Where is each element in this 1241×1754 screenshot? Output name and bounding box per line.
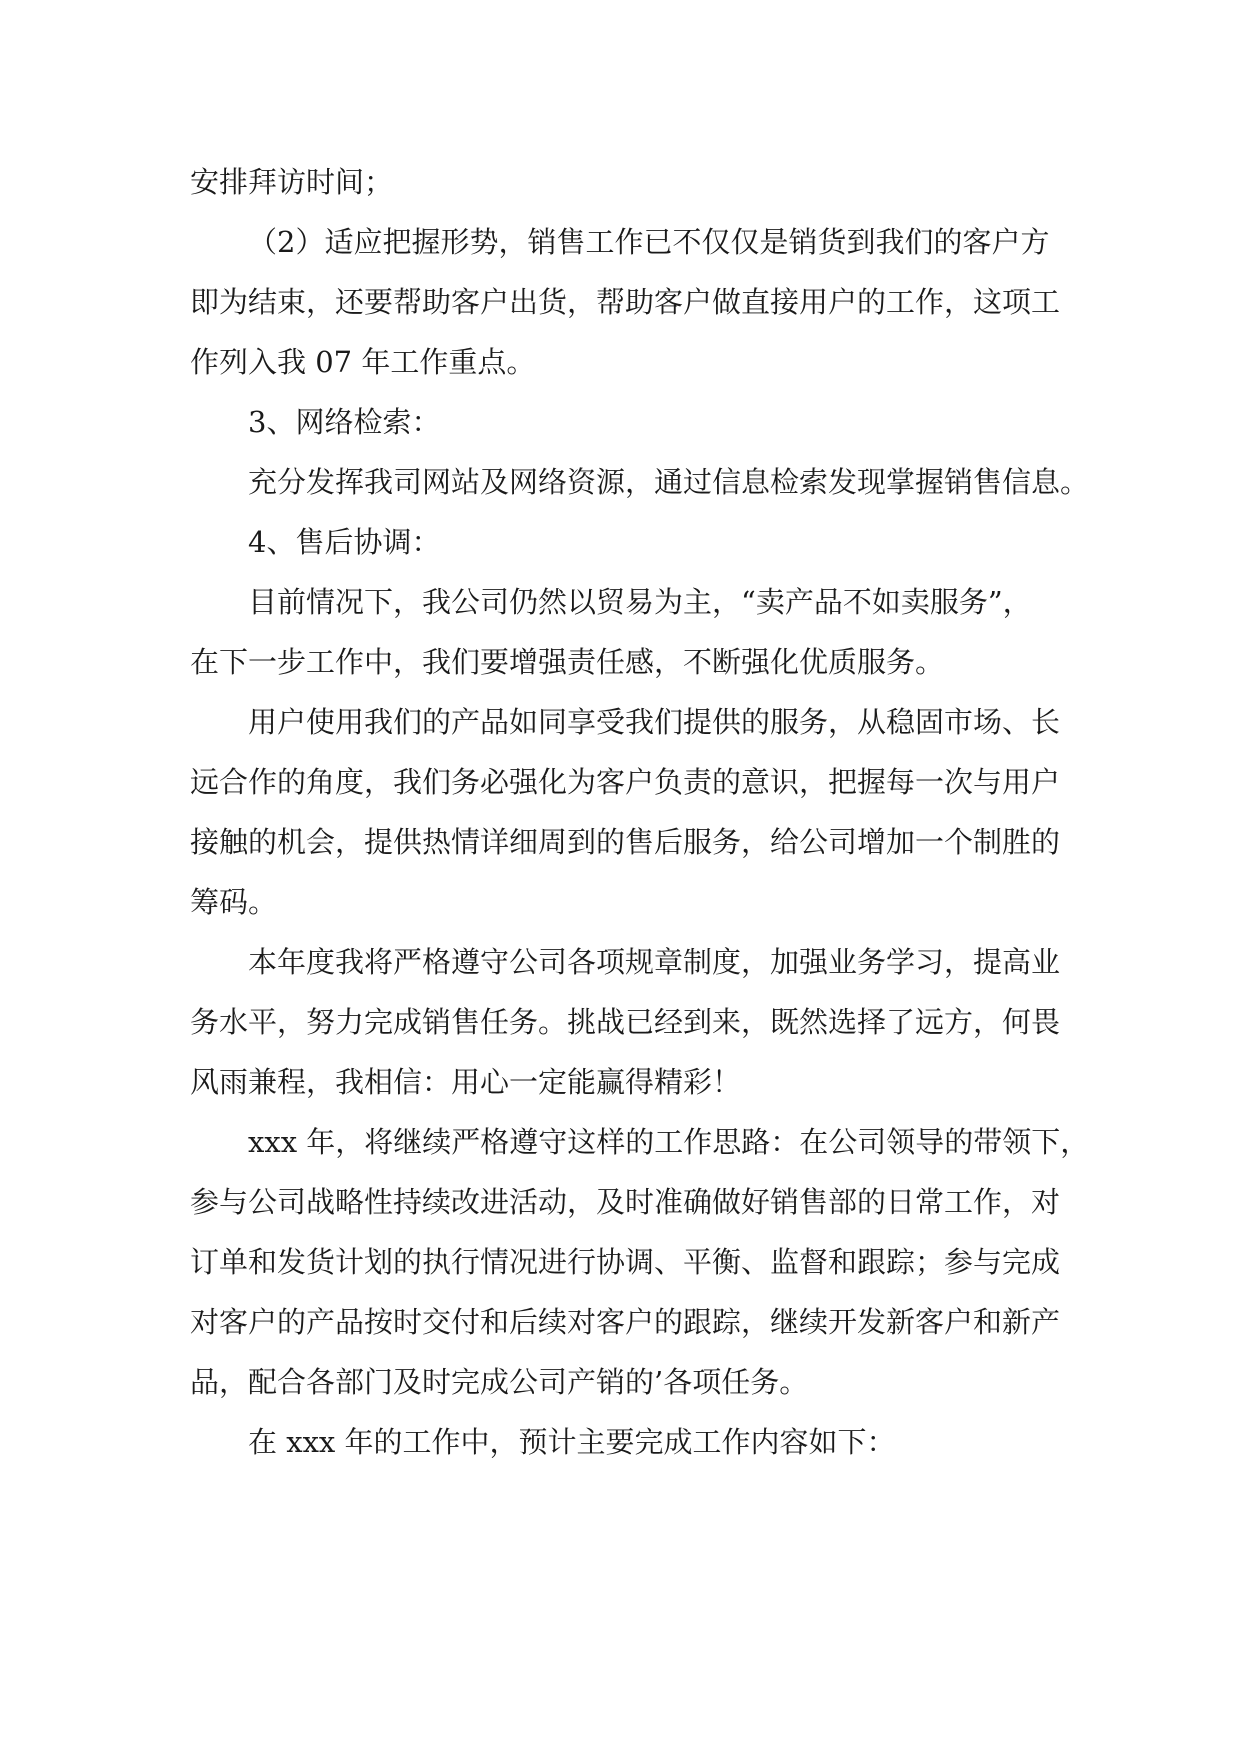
- text-line: xxx 年，将继续严格遵守这样的工作思路：在公司领导的带领下，: [248, 1125, 1090, 1159]
- text-line: 接触的机会，提供热情详细周到的售后服务，给公司增加一个制胜的: [190, 825, 1061, 859]
- paragraph: [190, 392, 1070, 452]
- paragraph: [190, 692, 1070, 932]
- text-line: 在下一步工作中，我们要增强责任感，不断强化优质服务。: [190, 645, 945, 679]
- paragraph: [190, 1112, 1090, 1412]
- text-line: 务水平，努力完成销售任务。挑战已经到来，既然选择了远方，何畏: [190, 1005, 1061, 1039]
- text-line: 用户使用我们的产品如同享受我们提供的服务，从稳固市场、长: [248, 705, 1061, 739]
- paragraph: [190, 1412, 1070, 1472]
- text-line: 作列入我 07 年工作重点。: [190, 345, 536, 379]
- text-line: 目前情况下，我公司仍然以贸易为主，“卖产品不如卖服务”，: [248, 585, 1032, 619]
- text-line: （2）适应把握形势，销售工作已不仅仅是销货到我们的客户方: [248, 225, 1050, 259]
- text-line: 订单和发货计划的执行情况进行协调、平衡、监督和跟踪；参与完成: [190, 1245, 1061, 1279]
- text-line: 风雨兼程，我相信：用心一定能赢得精彩！: [190, 1065, 742, 1099]
- text-line: 本年度我将严格遵守公司各项规章制度，加强业务学习，提高业: [248, 945, 1061, 979]
- text-line: 在 xxx 年的工作中，预计主要完成工作内容如下：: [248, 1425, 896, 1459]
- text-line: 远合作的角度，我们务必强化为客户负责的意识，把握每一次与用户: [190, 765, 1061, 799]
- text-line: 品，配合各部门及时完成公司产销的’各项任务。: [190, 1365, 809, 1399]
- text-line: 充分发挥我司网站及网络资源，通过信息检索发现掌握销售信息。: [248, 465, 1090, 499]
- paragraph: [190, 452, 1090, 512]
- paragraph: [190, 512, 1070, 572]
- text-line: 安排拜访时间；: [190, 165, 394, 199]
- text-line: 即为结束，还要帮助客户出货，帮助客户做直接用户的工作，这项工: [190, 285, 1061, 319]
- text-line: 参与公司战略性持续改进活动，及时准确做好销售部的日常工作，对: [190, 1185, 1061, 1219]
- text-line: 3、网络检索：: [248, 405, 441, 439]
- text-line: 筹码。: [190, 885, 278, 919]
- text-line: 对客户的产品按时交付和后续对客户的跟踪，继续开发新客户和新产: [190, 1305, 1061, 1339]
- paragraph: [190, 212, 1070, 392]
- document-body: [190, 152, 1090, 1472]
- paragraph: [190, 152, 1070, 212]
- paragraph: [190, 572, 1070, 692]
- paragraph: [190, 932, 1070, 1112]
- text-line: 4、售后协调：: [248, 525, 441, 559]
